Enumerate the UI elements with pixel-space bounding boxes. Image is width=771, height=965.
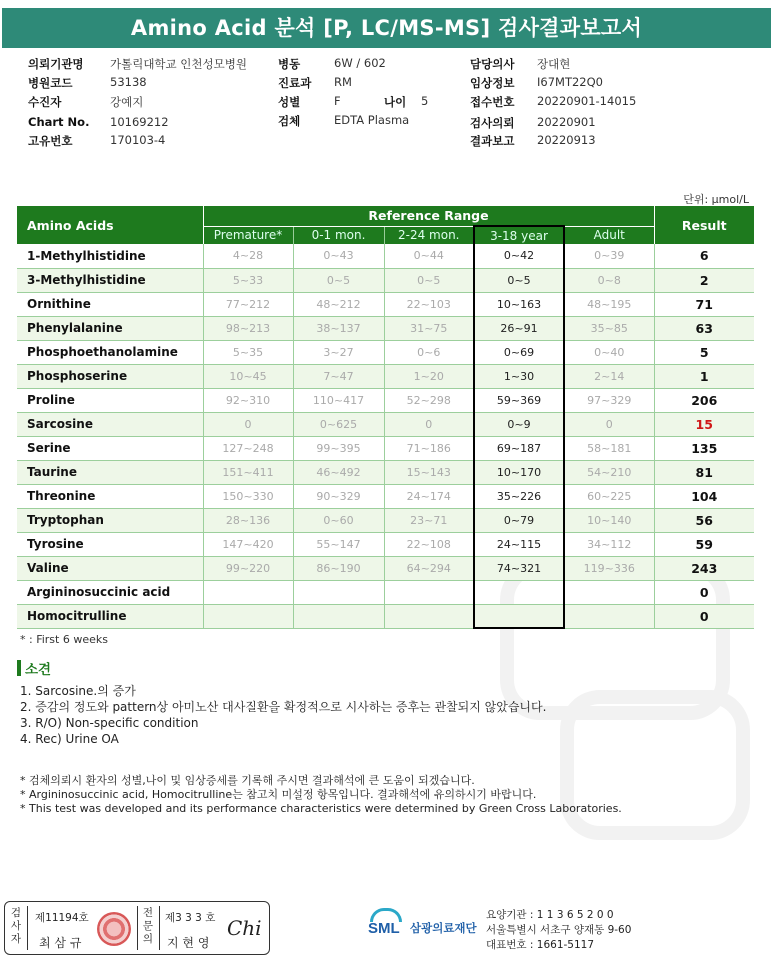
range-0-1-mon: 38~137 [293, 316, 384, 340]
result-value: 0 [654, 580, 754, 604]
amino-acid-name: Tyrosine [17, 532, 203, 556]
header-2-24-mon: 2-24 mon. [384, 226, 474, 244]
amino-acid-name: Homocitrulline [17, 604, 203, 628]
handwritten-signature: Chi [227, 916, 262, 940]
range-2-24-mon [384, 604, 474, 628]
phone-number: 대표번호 : 1661-5117 [486, 939, 595, 951]
inspector-vertical-label: 검 사 자 [10, 907, 22, 945]
result-value: 135 [654, 436, 754, 460]
finding-item: 4. Rec) Urine OA [20, 732, 119, 746]
result-value: 1 [654, 364, 754, 388]
logo-icon: SML [368, 908, 406, 940]
divider [27, 906, 28, 950]
table-row [17, 436, 754, 460]
header-amino-acids: Amino Acids [17, 206, 203, 244]
range-premature: 77~212 [203, 292, 293, 316]
amino-acid-name: Taurine [17, 460, 203, 484]
chart-value: 10169212 [110, 115, 169, 129]
result-value: 5 [654, 340, 754, 364]
amino-acid-name: Threonine [17, 484, 203, 508]
header-0-1-mon: 0-1 mon. [293, 226, 384, 244]
table-row [17, 460, 754, 484]
clinical-value: I67MT22Q0 [537, 75, 603, 89]
range-2-24-mon: 31~75 [384, 316, 474, 340]
finding-item: 3. R/O) Non-specific condition [20, 716, 199, 730]
unique-value: 170103-4 [110, 133, 166, 147]
findings-list [20, 683, 546, 747]
table-row [17, 292, 754, 316]
result-value: 0 [654, 604, 754, 628]
range-0-1-mon: 48~212 [293, 292, 384, 316]
result-value: 2 [654, 268, 754, 292]
amino-acid-name: 3-Methylhistidine [17, 268, 203, 292]
table-row [17, 508, 754, 532]
amino-acid-name: Serine [17, 436, 203, 460]
background-decoration [560, 690, 750, 840]
range-2-24-mon: 52~298 [384, 388, 474, 412]
range-premature: 147~420 [203, 532, 293, 556]
range-2-24-mon: 64~294 [384, 556, 474, 580]
signature-box [4, 901, 270, 955]
range-adult: 48~195 [564, 292, 654, 316]
range-0-1-mon: 0~625 [293, 412, 384, 436]
range-2-24-mon: 1~20 [384, 364, 474, 388]
range-adult: 119~336 [564, 556, 654, 580]
divider [137, 906, 138, 950]
footnote: * : First 6 weeks [20, 633, 108, 646]
ward-label: 병동 [278, 57, 301, 71]
range-2-24-mon: 22~108 [384, 532, 474, 556]
age-label: 나이 [384, 95, 407, 109]
header-result: Result [654, 206, 754, 244]
range-premature: 28~136 [203, 508, 293, 532]
table-row [17, 580, 754, 604]
range-0-1-mon [293, 580, 384, 604]
range-3-18-year: 74~321 [474, 556, 564, 580]
range-premature: 5~35 [203, 340, 293, 364]
range-premature: 10~45 [203, 364, 293, 388]
table-row [17, 316, 754, 340]
range-adult: 58~181 [564, 436, 654, 460]
institution-label: 의뢰기관명 [28, 57, 84, 71]
specialist-number: 제3 3 3 호 [165, 912, 216, 924]
clinical-label: 임상정보 [470, 76, 515, 90]
note-item: * This test was developed and its performance characteristics were determined by Green Cross Laboratories. [20, 802, 622, 815]
specimen-label: 검체 [278, 114, 301, 128]
request-label: 검사의뢰 [470, 116, 515, 130]
result-value: 63 [654, 316, 754, 340]
range-premature: 98~213 [203, 316, 293, 340]
range-2-24-mon: 0~44 [384, 244, 474, 268]
patient-value: 강예지 [110, 95, 144, 109]
amino-acid-table [17, 206, 754, 629]
range-adult: 2~14 [564, 364, 654, 388]
range-2-24-mon [384, 580, 474, 604]
amino-acid-name: Tryptophan [17, 508, 203, 532]
range-3-18-year: 0~79 [474, 508, 564, 532]
range-3-18-year: 26~91 [474, 316, 564, 340]
header-reference-range: Reference Range [203, 206, 654, 226]
sml-logo [368, 908, 477, 940]
range-2-24-mon: 22~103 [384, 292, 474, 316]
dept-value: RM [334, 75, 352, 89]
table-row [17, 604, 754, 628]
result-value: 81 [654, 460, 754, 484]
range-3-18-year: 0~42 [474, 244, 564, 268]
doctor-value: 장대현 [537, 57, 571, 71]
range-2-24-mon: 0~6 [384, 340, 474, 364]
amino-acid-name: Ornithine [17, 292, 203, 316]
hospital-code-value: 53138 [110, 75, 147, 89]
table-row [17, 388, 754, 412]
amino-acid-name: Phosphoserine [17, 364, 203, 388]
range-adult: 10~140 [564, 508, 654, 532]
result-value: 56 [654, 508, 754, 532]
header-adult: Adult [564, 226, 654, 244]
section-marker [17, 660, 21, 676]
range-premature: 4~28 [203, 244, 293, 268]
range-2-24-mon: 71~186 [384, 436, 474, 460]
patient-label: 수진자 [28, 95, 62, 109]
report-value: 20220913 [537, 133, 596, 147]
range-2-24-mon: 0 [384, 412, 474, 436]
receipt-label: 접수번호 [470, 95, 515, 109]
amino-acid-name: Phosphoethanolamine [17, 340, 203, 364]
age-value: 5 [421, 94, 429, 108]
range-2-24-mon: 23~71 [384, 508, 474, 532]
institution-value: 가톨릭대학교 인천성모병원 [110, 57, 247, 71]
range-0-1-mon: 86~190 [293, 556, 384, 580]
range-0-1-mon: 0~43 [293, 244, 384, 268]
amino-acid-name: Sarcosine [17, 412, 203, 436]
range-2-24-mon: 15~143 [384, 460, 474, 484]
range-premature: 150~330 [203, 484, 293, 508]
inspector-name: 최 삼 규 [39, 936, 82, 950]
range-0-1-mon: 55~147 [293, 532, 384, 556]
range-3-18-year: 69~187 [474, 436, 564, 460]
chart-label: Chart No. [28, 115, 90, 129]
range-0-1-mon [293, 604, 384, 628]
range-3-18-year [474, 604, 564, 628]
lab-address [486, 908, 631, 953]
range-premature: 0 [203, 412, 293, 436]
range-3-18-year: 10~163 [474, 292, 564, 316]
specialist-vertical-label: 전 문 의 [142, 907, 154, 945]
range-premature: 127~248 [203, 436, 293, 460]
sex-value: F [334, 94, 341, 108]
range-0-1-mon: 46~492 [293, 460, 384, 484]
range-premature: 92~310 [203, 388, 293, 412]
unit-label: 단위: μmol/L [683, 193, 749, 206]
amino-acid-rows [17, 244, 754, 628]
range-3-18-year: 10~170 [474, 460, 564, 484]
range-adult [564, 580, 654, 604]
range-0-1-mon: 99~395 [293, 436, 384, 460]
range-adult [564, 604, 654, 628]
table-row [17, 556, 754, 580]
range-3-18-year: 59~369 [474, 388, 564, 412]
page-title: Amino Acid 분석 [P, LC/MS-MS] 검사결과보고서 [2, 8, 771, 48]
seal-stamp [97, 912, 131, 946]
logo-name: 삼광의료재단 [410, 921, 477, 935]
finding-item: 1. Sarcosine.의 증가 [20, 684, 136, 698]
specimen-value: EDTA Plasma [334, 113, 410, 127]
range-2-24-mon: 0~5 [384, 268, 474, 292]
range-0-1-mon: 110~417 [293, 388, 384, 412]
hospital-code-label: 병원코드 [28, 76, 73, 90]
amino-acid-name: Valine [17, 556, 203, 580]
note-item: * Argininosuccinic acid, Homocitrulline는 참고치 미설정 항목입니다. 결과해석에 유의하시기 바랍니다. [20, 788, 537, 801]
range-3-18-year: 0~9 [474, 412, 564, 436]
specialist-name: 지 현 영 [167, 936, 210, 950]
report-label: 결과보고 [470, 134, 515, 148]
range-adult: 0~8 [564, 268, 654, 292]
unique-label: 고유번호 [28, 134, 73, 148]
range-adult: 0~40 [564, 340, 654, 364]
header-3-18-year: 3-18 year [474, 226, 564, 244]
findings-title [17, 658, 51, 678]
result-value: 15 [654, 412, 754, 436]
sex-label: 성별 [278, 95, 301, 109]
range-adult: 54~210 [564, 460, 654, 484]
request-value: 20220901 [537, 115, 596, 129]
range-premature [203, 604, 293, 628]
range-3-18-year: 0~5 [474, 268, 564, 292]
range-0-1-mon: 3~27 [293, 340, 384, 364]
address-line: 서울특별시 서초구 양재동 9-60 [486, 924, 632, 936]
range-adult: 0 [564, 412, 654, 436]
table-row [17, 364, 754, 388]
result-value: 71 [654, 292, 754, 316]
notes [20, 774, 622, 816]
range-3-18-year: 1~30 [474, 364, 564, 388]
table-row [17, 244, 754, 268]
result-value: 59 [654, 532, 754, 556]
result-value: 104 [654, 484, 754, 508]
range-premature: 99~220 [203, 556, 293, 580]
ward-value: 6W / 602 [334, 56, 386, 70]
range-adult: 60~225 [564, 484, 654, 508]
amino-acid-name: 1-Methylhistidine [17, 244, 203, 268]
range-3-18-year: 24~115 [474, 532, 564, 556]
result-value: 243 [654, 556, 754, 580]
result-value: 206 [654, 388, 754, 412]
header-premature: Premature* [203, 226, 293, 244]
receipt-value: 20220901-14015 [537, 94, 637, 108]
range-0-1-mon: 0~5 [293, 268, 384, 292]
table-row [17, 268, 754, 292]
findings-title-text: 소견 [25, 662, 52, 678]
range-adult: 97~329 [564, 388, 654, 412]
table-row [17, 532, 754, 556]
doctor-label: 담당의사 [470, 57, 515, 71]
dept-label: 진료과 [278, 76, 312, 90]
amino-acid-name: Phenylalanine [17, 316, 203, 340]
range-adult: 35~85 [564, 316, 654, 340]
range-3-18-year: 35~226 [474, 484, 564, 508]
amino-acid-name: Proline [17, 388, 203, 412]
note-item: * 검체의뢰시 환자의 성별,나이 및 임상증세를 기록해 주시면 결과해석에 큰 도움이 되겠습니다. [20, 774, 475, 787]
range-0-1-mon: 7~47 [293, 364, 384, 388]
institution-code: 요양기관 : 1 1 3 6 5 2 0 0 [486, 909, 614, 921]
range-0-1-mon: 90~329 [293, 484, 384, 508]
range-3-18-year [474, 580, 564, 604]
table-row [17, 340, 754, 364]
table-row [17, 412, 754, 436]
range-3-18-year: 0~69 [474, 340, 564, 364]
divider [159, 906, 160, 950]
range-adult: 34~112 [564, 532, 654, 556]
range-0-1-mon: 0~60 [293, 508, 384, 532]
amino-acid-name: Argininosuccinic acid [17, 580, 203, 604]
finding-item: 2. 증감의 정도와 pattern상 아미노산 대사질환을 확정적으로 시사하는 증후는 관찰되지 않았습니다. [20, 700, 547, 714]
range-2-24-mon: 24~174 [384, 484, 474, 508]
result-value: 6 [654, 244, 754, 268]
range-adult: 0~39 [564, 244, 654, 268]
range-premature [203, 580, 293, 604]
inspector-number: 제11194호 [35, 912, 89, 924]
table-row [17, 484, 754, 508]
range-premature: 5~33 [203, 268, 293, 292]
range-premature: 151~411 [203, 460, 293, 484]
patient-info [28, 56, 758, 148]
